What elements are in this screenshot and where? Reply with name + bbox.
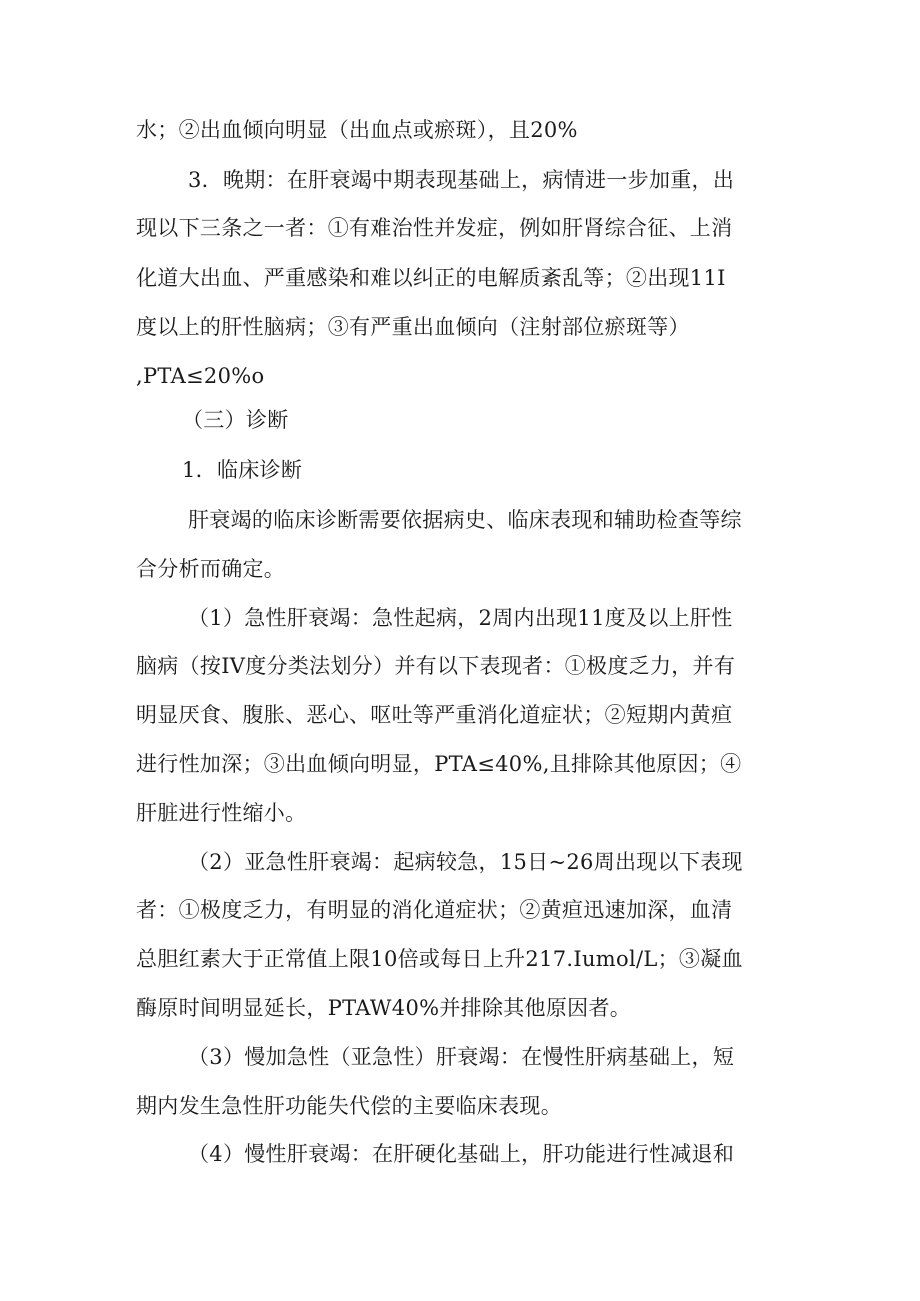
text-line: （4）慢性肝衰竭：在肝硬化基础上，肝功能进行性减退和 [188, 1142, 735, 1166]
text-line: 期内发生急性肝功能失代偿的主要临床表现。 [136, 1094, 562, 1118]
text-line: （2）亚急性肝衰竭：起病较急，15日~26周出现以下表现 [188, 850, 743, 874]
subsection-heading: 1．临床诊断 [182, 458, 303, 482]
text-line: 现以下三条之一者：①有难治性并发症，例如肝肾综合征、上消 [136, 216, 733, 240]
text-line: （1）急性肝衰竭：急性起病，2周内出现11度及以上肝性 [188, 606, 733, 630]
text-line: 酶原时间明显延长，PTAW40%并排除其他原因者。 [136, 996, 632, 1020]
text-line: 合分析而确定。 [136, 557, 286, 581]
text-line: 者：①极度乏力，有明显的消化道症状；②黄疸迅速加深，血清 [136, 898, 733, 922]
section-heading: （三）诊断 [182, 408, 289, 432]
text-line: 肝脏进行性缩小。 [136, 801, 307, 825]
text-line: 总胆红素大于正常值上限10倍或每日上升217.Iumol/L；③凝血 [136, 947, 743, 971]
text-line: 3．晚期：在肝衰竭中期表现基础上，病情进一步加重，出 [188, 168, 735, 192]
text-line: 度以上的肝性脑病；③有严重出血倾向（注射部位瘀斑等） [136, 315, 690, 339]
text-line: ,PTA≤20%o [136, 364, 265, 388]
text-line: 进行性加深；③出血倾向明显，PTA≤40%,且排除其他原因；④ [136, 752, 742, 776]
text-line: 肝衰竭的临床诊断需要依据病史、临床表现和辅助检查等综 [188, 508, 742, 532]
text-line: （3）慢加急性（亚急性）肝衰竭：在慢性肝病基础上，短 [188, 1045, 735, 1069]
text-line: 化道大出血、严重感染和难以纠正的电解质紊乱等；②出现11I [136, 266, 726, 290]
text-line: 脑病（按IV度分类法划分）并有以下表现者：①极度乏力，并有 [136, 654, 736, 678]
text-line: 明显厌食、腹胀、恶心、呕吐等严重消化道症状；②短期内黄疸 [136, 703, 733, 727]
text-line: 水；②出血倾向明显（出血点或瘀斑），且20% [136, 118, 578, 142]
